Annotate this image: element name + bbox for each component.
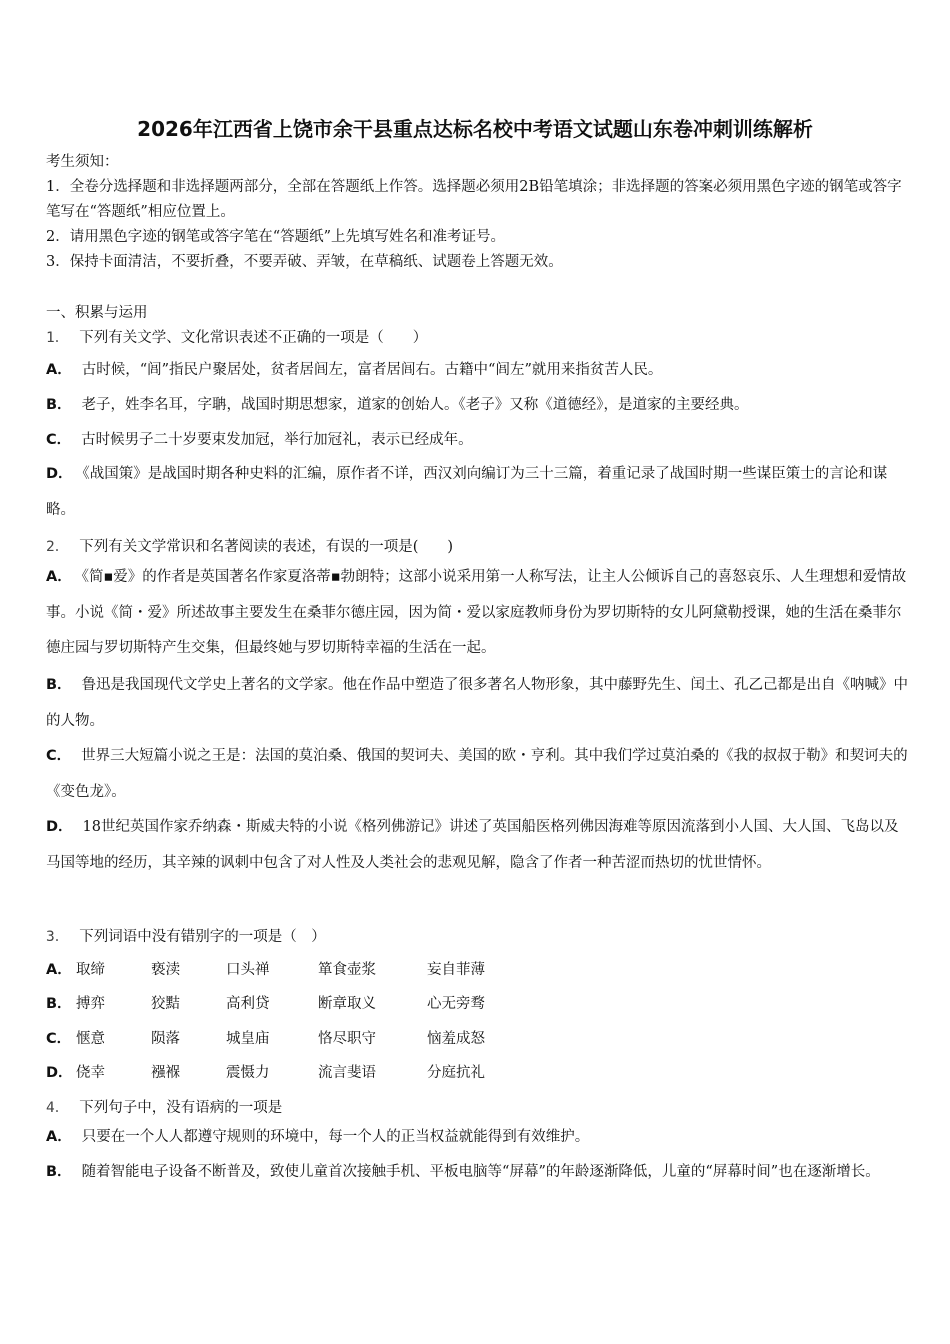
page-title: 2026年江西省上饶市余干县重点达标名校中考语文试题山东卷冲刺训练解析 <box>137 117 813 141</box>
word: 恼羞成怒 <box>427 1031 485 1047</box>
option-text: 古时候男子二十岁要束发加冠，举行加冠礼，表示已经成年。 <box>81 432 473 448</box>
question-number: 1． <box>46 330 70 346</box>
q2-option-c <box>46 739 910 810</box>
question-stem: 下列有关文学、文化常识表述不正确的一项是（ ） <box>79 330 428 346</box>
notice-item-3: 3．保持卡面清洁，不要折叠，不要弄破、弄皱，在草稿纸、试题卷上答题无效。 <box>46 254 563 270</box>
q1-option-a <box>46 353 910 389</box>
word: 心无旁骛 <box>427 996 485 1012</box>
word: 箪食壶浆 <box>318 962 376 978</box>
word: 高利贷 <box>226 996 270 1012</box>
option-text: 随着智能电子设备不断普及，致使儿童首次接触手机、平板电脑等“屏幕”的年龄逐渐降低，儿童的“屏幕时间”也在逐渐增长。 <box>81 1164 880 1180</box>
option-label: A． <box>46 569 72 585</box>
option-label: D． <box>46 466 73 482</box>
question-stem: 下列句子中，没有语病的一项是 <box>79 1100 283 1116</box>
option-label: B． <box>46 1164 72 1180</box>
word: 妄自菲薄 <box>427 962 485 978</box>
word: 分庭抗礼 <box>427 1065 485 1081</box>
question-number: 3． <box>46 929 70 945</box>
option-label: B． <box>46 397 72 413</box>
option-text: 世界三大短篇小说之王是：法国的莫泊桑、俄国的契诃夫、美国的欧・亨利。其中我们学过莫泊桑的《我的叔叔于勒》和契诃夫的《变色龙》。 <box>46 748 908 800</box>
option-text: 《战国策》是战国时期各种史料的汇编，原作者不详，西汉刘向编订为三十三篇，着重记录了战国时期一些谋臣策士的言论和谋略。 <box>46 466 888 518</box>
question-3 <box>46 925 910 946</box>
q2-option-a <box>46 560 910 667</box>
word: 惬意 <box>76 1031 105 1047</box>
word: 搏弈 <box>76 996 105 1012</box>
q1-option-d <box>46 457 910 528</box>
notice-heading: 考生须知： <box>46 154 119 170</box>
option-label: C． <box>46 1031 72 1047</box>
option-label: A． <box>46 362 72 378</box>
word: 襁褓 <box>151 1065 180 1081</box>
question-2 <box>46 535 910 556</box>
word: 取缔 <box>76 962 105 978</box>
notice-item-1: 1．全卷分选择题和非选择题两部分，全部在答题纸上作答。选择题必须用2B铅笔填涂；非选择题的答案必须用黑色字迹的钢笔或答字笔写在“答题纸”相应位置上。 <box>46 179 902 220</box>
word: 亵渎 <box>151 962 180 978</box>
option-label: D． <box>46 819 73 835</box>
option-text: 《简▪爱》的作者是英国著名作家夏洛蒂▪勃朗特；这部小说采用第一人称写法，让主人公倾诉自己的喜怒哀乐、人生理想和爱情故事。小说《简・爱》所述故事主要发生在桑菲尔德庄园，因为简・爱以家庭教师身份为罗切斯特的女儿阿黛勒授课，她的生活在桑菲尔德庄园与罗切斯特产生交集，但最终她与罗切斯特幸福的生活在一起。 <box>46 569 907 656</box>
option-text: 古时候，“闾”指民户聚居处，贫者居闾左，富者居闾右。古籍中“闾左”就用来指贫苦人民。 <box>81 362 663 378</box>
section-heading: 一、积累与运用 <box>46 305 148 321</box>
question-4 <box>46 1096 910 1117</box>
option-label: B． <box>46 996 72 1012</box>
option-text: 老子，姓李名耳，字聃，战国时期思想家，道家的创始人。《老子》又称《道德经》，是道家的主要经典。 <box>81 397 749 413</box>
word: 震慑力 <box>226 1065 270 1081</box>
option-label: C． <box>46 748 72 764</box>
word: 断章取义 <box>318 996 376 1012</box>
option-label: B． <box>46 677 72 693</box>
word: 狡黠 <box>151 996 180 1012</box>
option-label: A． <box>46 1129 72 1145</box>
word: 恪尽职守 <box>318 1031 376 1047</box>
word: 城皇庙 <box>226 1031 270 1047</box>
word: 口头禅 <box>226 962 270 978</box>
q1-option-b <box>46 388 910 424</box>
q2-option-d <box>46 810 910 881</box>
question-1 <box>46 326 910 347</box>
q1-option-c <box>46 423 910 459</box>
option-label: D． <box>46 1065 73 1081</box>
word: 陨落 <box>151 1031 180 1047</box>
question-stem: 下列有关文学常识和名著阅读的表述，有误的一项是( ) <box>79 539 454 555</box>
option-text: 鲁迅是我国现代文学史上著名的文学家。他在作品中塑造了很多著名人物形象，其中藤野先生、闰土、孔乙己都是出自《呐喊》中的人物。 <box>46 677 909 729</box>
q4-option-a <box>46 1120 910 1156</box>
notice-item-2: 2．请用黑色字迹的钢笔或答字笔在“答题纸”上先填写姓名和准考证号。 <box>46 229 506 245</box>
question-stem: 下列词语中没有错别字的一项是（ ） <box>79 929 326 945</box>
option-text: 18世纪英国作家乔纳森・斯威夫特的小说《格列佛游记》讲述了英国船医格列佛因海难等原因流落到小人国、大人国、飞岛以及马国等地的经历，其辛辣的讽刺中包含了对人性及人类社会的悲观见解，隐含了作者一种苦涩而热切的忧世情怀。 <box>46 819 899 871</box>
option-label: A． <box>46 962 72 978</box>
q4-option-b <box>46 1155 910 1191</box>
question-number: 2． <box>46 539 70 555</box>
option-label: C． <box>46 432 72 448</box>
question-number: 4． <box>46 1100 70 1116</box>
word: 流言斐语 <box>318 1065 376 1081</box>
word: 侥幸 <box>76 1065 105 1081</box>
q2-option-b <box>46 668 910 739</box>
option-text: 只要在一个人人都遵守规则的环境中，每一个人的正当权益就能得到有效维护。 <box>81 1129 590 1145</box>
